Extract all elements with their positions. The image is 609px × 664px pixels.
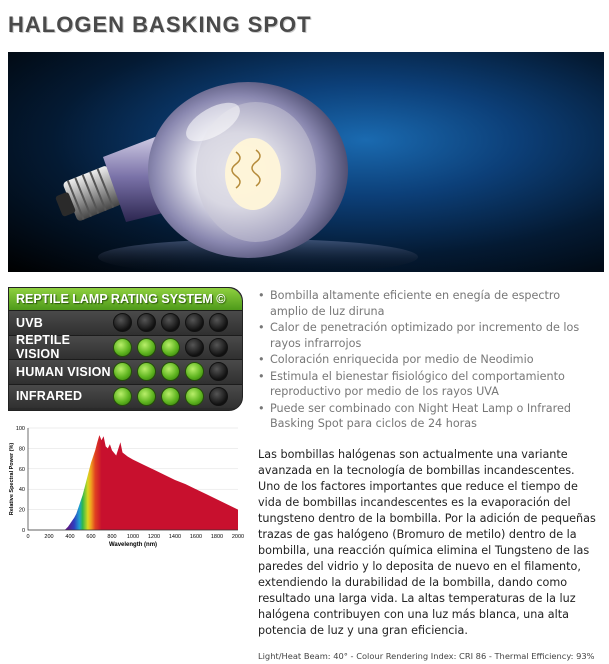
x-tick-label: 800 [107,534,117,540]
y-tick-label: 40 [18,487,25,494]
rating-dot-off [209,338,228,357]
x-tick-label: 1600 [189,534,203,540]
rating-dot-on [161,387,180,406]
x-tick-label: 0 [26,534,30,540]
rating-dot-off [209,362,228,381]
reptile-lamp-rating-panel [8,287,243,411]
rating-dots-infrared [113,387,228,406]
rating-dot-off [185,338,204,357]
chart-xlabel: Wavelength (nm) [108,542,158,548]
rating-dot-on [185,387,204,406]
rating-dot-off [209,387,228,406]
rating-dots-uvb [113,313,228,332]
y-tick-label: 80 [18,446,25,453]
rating-dot-off [113,313,132,332]
chart-ylabel: Relative Spectral Power (%) [9,442,15,516]
spec-footer: Light/Heat Beam: 40° - Colour Rendering Index: CRI 86 - Thermal Efficiency: 93% [258,651,595,661]
feature-item: • Calor de penetración optimizado por incremento de los rayos infrarrojos [258,320,598,351]
y-tick-label: 0 [21,528,25,534]
x-tick-label: 1400 [168,534,182,540]
rating-label-human-vision: HUMAN VISION [16,364,111,379]
x-tick-label: 200 [44,534,54,540]
rating-title: REPTILE LAMP RATING SYSTEM © [9,288,242,310]
spectral-chart-svg [6,422,246,552]
x-tick-label: 1200 [147,534,161,540]
rating-dot-on [161,338,180,357]
spectral-power-chart [6,422,246,556]
rating-dot-on [113,362,132,381]
feature-item: • Estimula el bienestar fisiológico del comportamiento reproductivo por medio de los rayos UVA [258,369,598,400]
spectral-power-area [65,435,238,530]
rating-dots-reptile-vision [113,338,228,357]
page-title: HALOGEN BASKING SPOT [8,12,312,37]
rating-label-reptile-vision: REPTILE VISION [16,333,71,362]
x-tick-label: 1000 [126,534,140,540]
rating-row-reptile-vision [9,335,242,360]
feature-list [258,288,598,433]
halogen-bulb-illustration [8,52,604,272]
rating-label-infrared: INFRARED [16,389,83,404]
y-tick-label: 20 [18,507,25,514]
x-tick-label: 1800 [210,534,224,540]
rating-dot-on [137,362,156,381]
rating-dot-off [137,313,156,332]
rating-dot-off [185,313,204,332]
rating-dot-on [137,338,156,357]
y-tick-label: 60 [18,466,25,473]
rating-dot-on [113,338,132,357]
rating-dot-off [209,313,228,332]
rating-dot-on [161,362,180,381]
rating-dots-human-vision [113,362,228,381]
rating-row-infrared [9,384,242,409]
feature-item: • Puede ser combinado con Night Heat Lamp o Infrared Basking Spot para ciclos de 24 horas [258,401,598,432]
rating-row-uvb [9,310,242,335]
rating-label-uvb: UVB [16,315,43,330]
rating-dot-on [113,387,132,406]
rating-dot-off [161,313,180,332]
x-tick-label: 400 [65,534,75,540]
description-text: Las bombillas halógenas son actualmente una variante avanzada en la tecnología de bombillas incandescentes. Uno de los factores importantes que reduce el tiempo de vida de bombillas incandescentes es la evaporación del tungsteno dentro de la bombilla. Por la adición de pequeñas trazas de gas halógeno (Bromuro de metilo) dentro de la bombilla, una reacción química elimina el Tungsteno de las paredes del vidrio y lo deposita de nuevo en el filamento, extendiendo la durabilidad de la bombilla, dando como resultado una larga vida. La altas temperaturas de la luz halógena contribuyen con una luz más blanca, una alta potencia de luz y una gran eficiencia. [258,448,596,637]
feature-item: • Bombilla altamente eficiente en enegía de espectro amplio de luz diruna [258,288,598,319]
rating-dot-on [137,387,156,406]
x-tick-label: 2000 [231,534,245,540]
x-tick-label: 600 [86,534,96,540]
feature-item: • Coloración enriquecida por medio de Neodimio [258,352,598,368]
product-image [8,52,604,272]
rating-row-human-vision [9,359,242,384]
rating-dot-on [185,362,204,381]
y-tick-label: 100 [15,426,25,432]
